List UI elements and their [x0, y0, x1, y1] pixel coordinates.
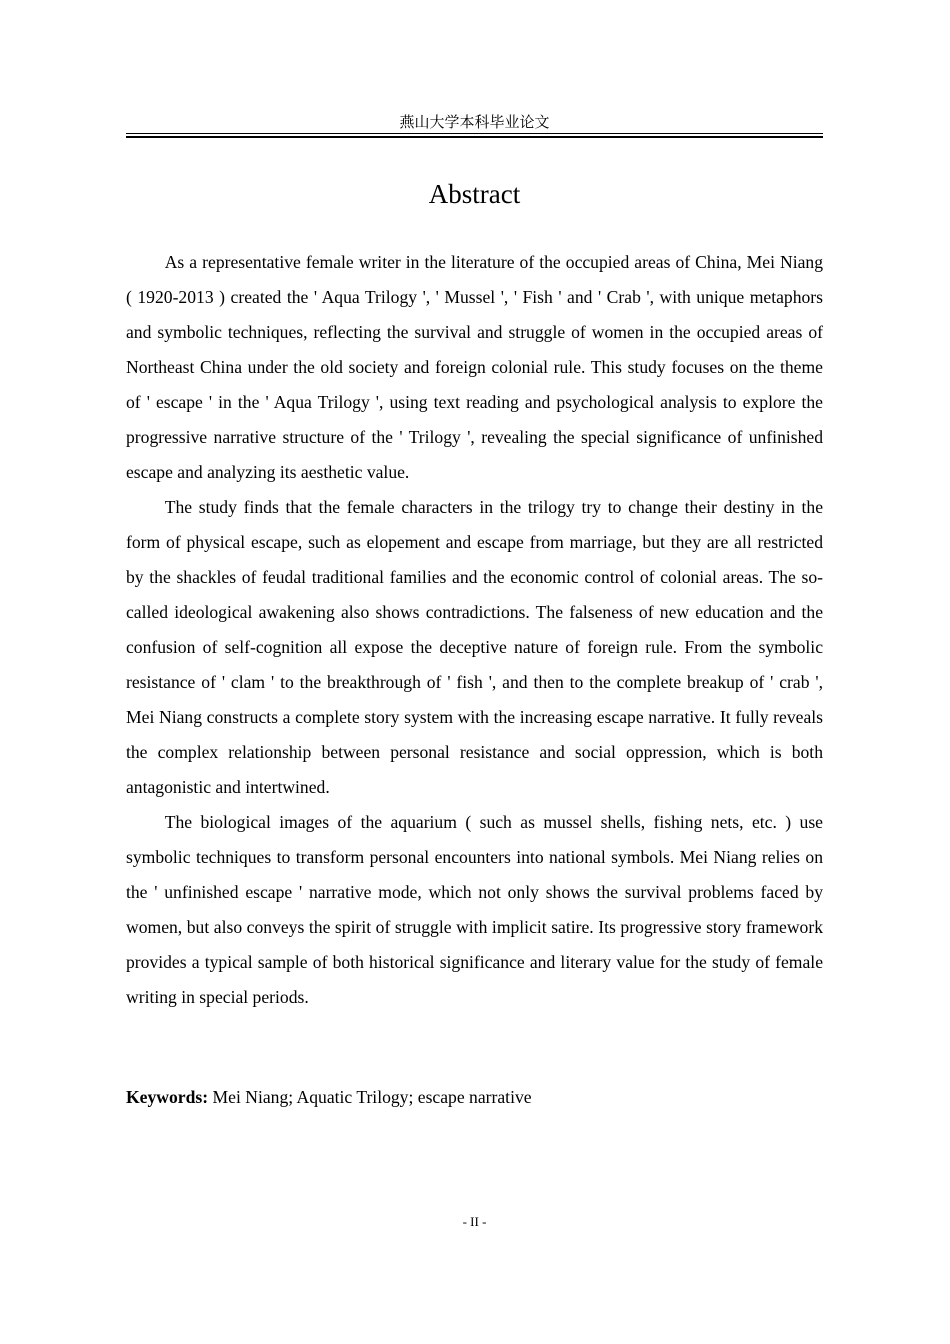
- header-rule-thin: [126, 133, 823, 134]
- page-number: - II -: [462, 1214, 487, 1229]
- abstract-paragraph-2: The study finds that the female characters in the trilogy try to change their destiny in the form of physical escape, such as elopement and escape from marriage, but they are all restricted by the shackles of feudal traditional families and the economic control of colonial areas. The so-called ideological awakening also shows contradictions. The falseness of new education and the confusion of self-cognition all expose the deceptive nature of foreign rule. From the symbolic resistance of ' clam ' to the breakthrough of ' fish ', and then to the complete breakup of ' crab ', Mei Niang constructs a complete story system with the increasing escape narrative. It fully reveals the complex relationship between personal resistance and social oppression, which is both antagonistic and intertwined.: [126, 497, 823, 797]
- page-title: Abstract: [428, 179, 521, 209]
- keywords-line: [126, 1080, 823, 1115]
- running-head: 燕山大学本科毕业论文: [399, 113, 550, 131]
- abstract-body: [126, 245, 823, 1015]
- keywords-label: Keywords:: [126, 1087, 209, 1107]
- header-rule-thick: [126, 136, 823, 138]
- keywords-text: Mei Niang; Aquatic Trilogy; escape narrative: [212, 1087, 532, 1107]
- abstract-paragraph-1: As a representative female writer in the literature of the occupied areas of China, Mei Niang ( 1920-2013 ) created the ' Aqua Trilogy ', ' Mussel ', ' Fish ' and ' Crab ', with unique metaphors and symbolic techniques, reflecting the survival and struggle of women in the occupied areas of Northeast China under the old society and foreign colonial rule. This study focuses on the theme of ' escape ' in the ' Aqua Trilogy ', using text reading and psychological analysis to explore the progressive narrative structure of the ' Trilogy ', revealing the special significance of unfinished escape and analyzing its aesthetic value.: [126, 252, 823, 482]
- abstract-paragraph-3: The biological images of the aquarium ( such as mussel shells, fishing nets, etc. ) use symbolic techniques to transform personal encounters into national symbols. Mei Niang relies on the ' unfinished escape ' narrative mode, which not only shows the survival problems faced by women, but also conveys the spirit of struggle with implicit satire. Its progressive story framework provides a typical sample of both historical significance and literary value for the study of female writing in special periods.: [126, 812, 823, 1007]
